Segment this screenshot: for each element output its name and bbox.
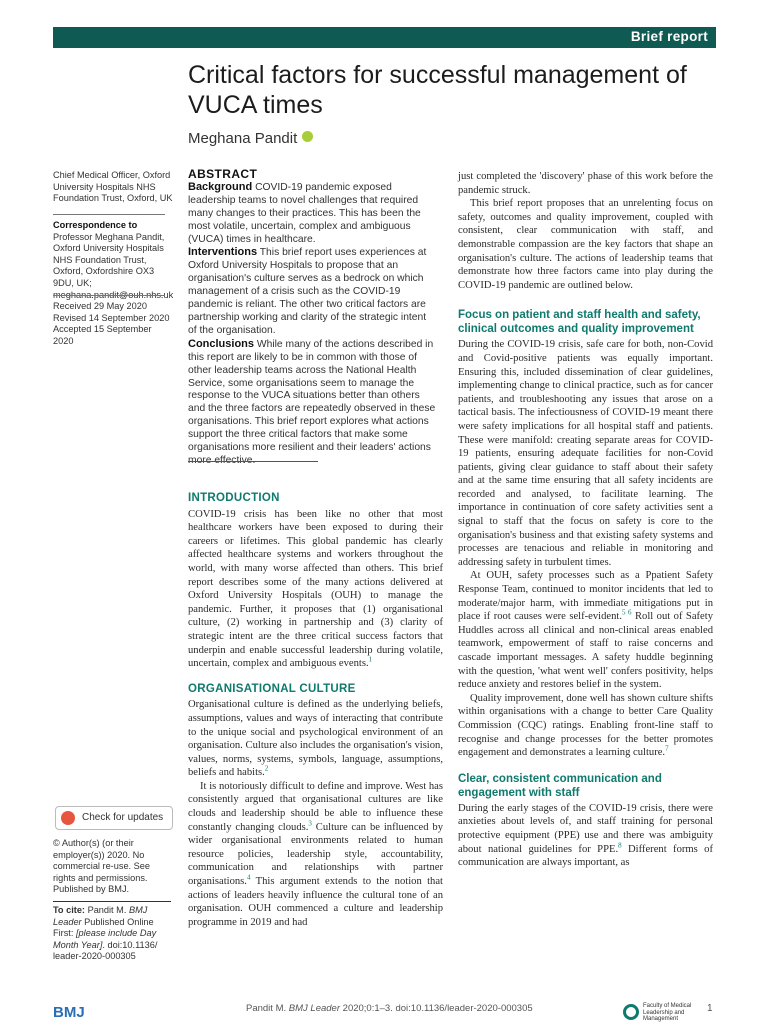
citation-box (53, 901, 171, 963)
cite-pub: Published Online First: (53, 916, 154, 939)
revised-date: Revised 14 September 2020 (53, 312, 170, 323)
ref-link[interactable]: 8 (618, 841, 622, 849)
abstract (188, 168, 436, 468)
correspondence-text: Professor Meghana Pandit, Oxford University Hospitals NHS Foundation Trust, Oxford, Oxfordshire OX3 9DU, UK; meghana.pandit@ouh.nhs.uk (53, 231, 174, 300)
conclusions-text: While many of the actions described in this report are likely to be in common with those of other leadership teams across the National Health Service, some organisations seem to manage the response to the VUCA situations better than others and the three factors are repeatedly observed in these organisations. This brief report explores what actions support the three critical factors that make some organisations more resilient and their leaders' actions more effective. (188, 338, 436, 466)
abstract-interventions (188, 246, 436, 337)
focus-text-3: Quality improvement, done well has shown culture shifts within organisations with a change to better Care Quality Commission (CQC) ratings. Enabling front-line staff to recognise and change processes for the better promotes engagement and demonstrates a learning culture. (458, 692, 713, 759)
culture-heading: ORGANISATIONAL CULTURE (188, 682, 356, 695)
section-banner (53, 27, 716, 48)
column-right (458, 170, 713, 870)
sidebar-divider (53, 295, 165, 296)
intro-text: COVID-19 crisis has been like no other that most healthcare workers have been exposed to during their careers or lifetimes. This global pandemic has clearly affected healthcare systems and workers throughout the world, with many worse affected than others. This brief report describes some of the many actions delivered at Oxford University Hospitals (OUH) to manage the pandemic. Further, it proposes that (1) organisational culture, (2) working in partnership and (3) clarity of strategic intent are the three critical success factors that underpin and enable successful leadership during volatile, uncertain, complex and ambiguous events. (188, 508, 443, 670)
section-label: Brief report (630, 29, 708, 44)
conclusions-label: Conclusions (188, 337, 255, 350)
accepted-date: Accepted 15 September 2020 (53, 324, 152, 346)
footer-author: Pandit M. (246, 1003, 287, 1014)
bmj-logo: BMJ (53, 1004, 85, 1021)
focus-paragraph-2 (458, 569, 713, 691)
footer-journal: BMJ Leader (288, 1003, 341, 1014)
culture-paragraph-1 (188, 698, 443, 780)
footer-citation (246, 1003, 533, 1014)
column-middle (188, 492, 443, 929)
author-line (188, 130, 313, 147)
ref-link[interactable]: 4 (246, 873, 251, 882)
focus-heading: Focus on patient and staff health and safety, clinical outcomes and quality improvement (458, 309, 701, 336)
orcid-icon[interactable] (302, 131, 313, 142)
abstract-background (188, 181, 436, 247)
copyright-notice: © Author(s) (or their employer(s)) 2020. No commercial re-use. See rights and permissions. Published by BMJ. (53, 838, 151, 895)
fmlm-logo-icon (623, 1004, 639, 1020)
fmlm-logo-text: Faculty of Medical Leadership and Management (643, 1003, 692, 1022)
cite-journal: BMJ Leader (53, 905, 148, 927)
received-date: Received 29 May 2020 (53, 301, 147, 311)
dates-block (53, 301, 173, 347)
focus-text-2a: At OUH, safety processes such as a Ppatient Safety Response Team, continued to monitor incidents that led to moderate/major harm, with immediate mitigations put in place if root causes were self-evident. (458, 570, 713, 623)
cite-author: Pandit M. (87, 905, 127, 915)
col3-paragraph-1: just completed the 'discovery' phase of this work before the pandemic struck. (458, 171, 713, 196)
correspondence-block (53, 220, 173, 301)
background-label: Background (188, 180, 253, 193)
ref-link[interactable]: 3 (308, 819, 312, 828)
interventions-label: Interventions (188, 246, 258, 259)
abstract-heading: ABSTRACT (188, 167, 258, 181)
interventions-text: This brief report uses experiences at Oxford University Hospitals to propose that an organisation's culture serves as a bedrock on which management of a crisis such as the COVID-19 pandemic is reliant. The other two critical factors are partnership working and clarity of the strategic intent of the organisation. (188, 247, 427, 336)
focus-paragraph-1: During the COVID-19 crisis, safe care for both, non-Covid and Covid-positive patients was equally important. Ensuring this, included dissemination of clear guidelines, implementing change to clinical practice, such as for cancer patients, and troubleshooting any issues that arose on a tactical basis. The infectiousness of COVID-19 meant there were safety implications for all hospital staff and patients. These were manifold: creating separate areas for COVID-19 patients, ensuring adequate facilities for non-Covid patients, giving clear guidance to staff about their safety and at the same time ensuring that all safety incidents are recorded and analysed, to facilitate learning. The importance in continuation of core safety activities sent a signal to staff that the focus on safety is core to the organisation's business and that existing safety systems and processes are tenacious and reliable in monitoring and addressing safety in turbulent times. (458, 339, 713, 568)
culture-text-2c: This argument extends to the notion that actions of leaders heavily influence the cultural tone of an organisation. OUH commenced a culture and leadership programme in 2019 and had (188, 876, 443, 928)
background-text: COVID-19 pandemic exposed leadership teams to novel challenges that required many changes to their practices. This has been the most volatile, uncertain, complex and ambiguous (VUCA) times in healthcare. (188, 181, 421, 245)
ref-link[interactable]: 5 6 (622, 608, 632, 617)
ref-link[interactable]: 1 (368, 655, 373, 664)
col3-paragraph-2: This brief report proposes that an unrelenting focus on safety, outcomes and quality improvement, coupled with consistent, clear communication with staff, and demonstrable compassion are the key factors that shape an organisation's culture. The actions of leadership teams that demonstrate how three factors came into play during the COVID-19 pandemic are outlined below. (458, 198, 713, 291)
introduction-heading: INTRODUCTION (188, 492, 280, 504)
introduction-paragraph (188, 508, 443, 671)
abstract-conclusions (188, 338, 436, 468)
ref-link[interactable]: 7 (665, 744, 669, 753)
focus-text-2b: Roll out of Safety Huddles across all clinical and non-clinical areas enabled teamwork, empowerment of staff to raise concerns and cascade important messages. A safety huddle beginning with the question, 'what went well' confers positivity, helps reduce anxiety and restores belief in the system. (458, 611, 713, 691)
page-number: 1 (707, 1003, 713, 1014)
culture-paragraph-2 (188, 780, 443, 930)
author-name: Meghana Pandit (188, 130, 298, 147)
culture-text-1: Organisational culture is defined as the underlying beliefs, assumptions, values and ways of interacting that contribute to the unique social and psychological environment of an organisation. Culture also includes the organisation's vision, values, norms, systems, symbols, language, assumptions, beliefs and habits. (188, 699, 443, 779)
ref-link[interactable]: 2 (264, 764, 269, 773)
cite-label: To cite: (53, 905, 85, 915)
comm-text-a: During the early stages of the COVID-19 crisis, there were anxieties about levels of, and staff training for personal protective equipment (PPE) use and there was ambiguity about national guidelines for PPE. (458, 802, 713, 855)
culture-text-2b: Culture can be influenced by wider organisational environments related to human resource policies, leadership style, accountability, communication and relationships with partner organisations. (188, 821, 443, 888)
sidebar-divider (53, 214, 165, 215)
check-for-updates-button[interactable] (55, 806, 173, 830)
affiliation: Chief Medical Officer, Oxford University Hospitals NHS Foundation Trust, Oxford, UK (53, 170, 173, 204)
culture-text-2a: It is notoriously difficult to define and improve. West has consistently argued that organisational cultures are like clouds and leadership should be able to influence these constantly changing clouds. (188, 780, 443, 833)
cite-doi[interactable]: . doi:10.1136/ leader-2020-000305 (53, 939, 158, 962)
communication-heading: Clear, consistent communication and engagement with staff (458, 772, 662, 799)
communication-paragraph (458, 802, 713, 870)
cite-placeholder: [please include Day Month Year] (53, 928, 157, 950)
focus-paragraph-3 (458, 692, 713, 760)
comm-text-b: Different forms of communication are always important, as (458, 843, 713, 869)
check-updates-label: Check for updates (82, 812, 164, 823)
correspondence-heading: Correspondence to (53, 220, 138, 230)
crossmark-icon (61, 811, 75, 825)
footer-doi: 2020;0:1–3. doi:10.1136/leader-2020-000305 (342, 1003, 533, 1014)
abstract-divider (188, 461, 318, 462)
article-title: Critical factors for successful management of VUCA times (188, 61, 687, 119)
